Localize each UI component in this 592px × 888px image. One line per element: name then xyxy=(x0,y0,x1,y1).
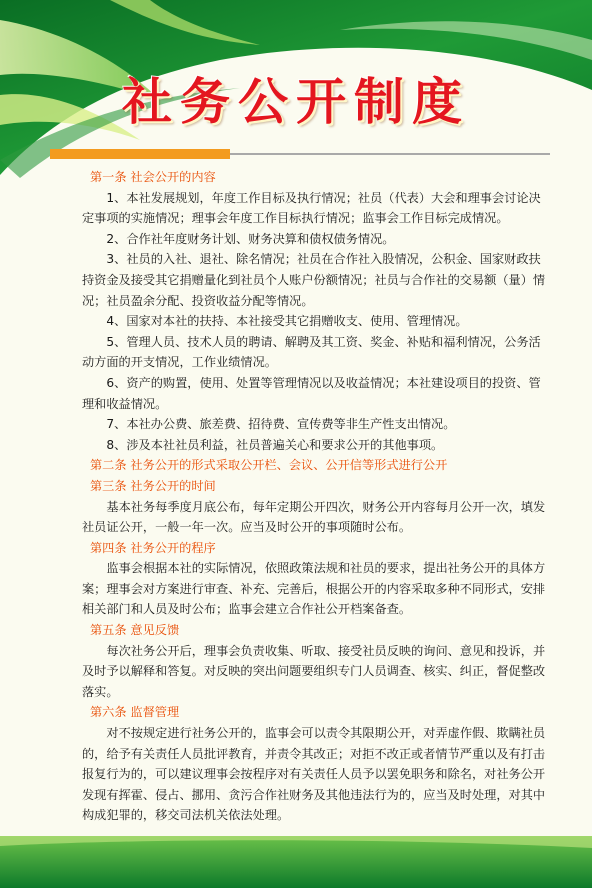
section-1-item-4: 4、国家对本社的扶持、本社接受其它捐赠收支、使用、管理情况。 xyxy=(106,314,468,329)
poster-title: 社务公开制度 xyxy=(122,72,470,131)
section-5-text: 每次社务公开后，理事会负责收集、听取、接受社员反映的询问、意见和投诉，并及时予以解释和答复。对反映的突出问题要组织专门人员调查、核实、纠正，督促整改落实。 xyxy=(82,643,546,699)
title-divider-line xyxy=(230,153,550,155)
section-heading-4: 第四条 社务公开的程序 xyxy=(90,540,216,555)
section-1-item-2: 2、合作社年度财务计划、财务决算和债权债务情况。 xyxy=(106,231,395,246)
section-1-item-8: 8、涉及本社社员利益，社员普遍关心和要求公开的其他事项。 xyxy=(106,437,444,452)
section-4-text: 监事会根据本社的实际情况，依照政策法规和社员的要求，提出社务公开的具体方案；理事会对方案进行审查、补充、完善后，根据公开的内容采取多种不同形式，安排相关部门和人员及时公布；监事会建立合作社公开档案备查。 xyxy=(82,561,546,617)
section-heading-3: 第三条 社务公开的时间 xyxy=(90,478,216,493)
section-3-text: 基本社务每季度月底公布，每年定期公开四次，财务公开内容每月公开一次，填发社员证公开，一般一年一次。应当及时公开的事项随时公布。 xyxy=(82,499,546,535)
section-1-item-5: 5、管理人员、技术人员的聘请、解聘及其工资、奖金、补贴和福利情况，公务活动方面的开支情况，工作业绩情况。 xyxy=(82,334,541,370)
section-6-text: 对不按规定进行社务公开的，监事会可以责令其限期公开，对弄虚作假、欺瞒社员的，给予有关责任人员批评教育，并责令其改正；对拒不改正或者情节严重以及有打击报复行为的，可以建议理事会按程序对有关责任人员予以罢免职务和除名，对社务公开发现有挥霍、侵占、挪用、贪污合作社财务及其他违法行为的，应当及时处理，对其中构成犯罪的，移交司法机关依法处理。 xyxy=(82,726,546,823)
section-heading-5: 第五条 意见反馈 xyxy=(90,623,180,638)
section-heading-2: 第二条 社务公开的形式采取公开栏、会议、公开信等形式进行公开 xyxy=(90,458,448,473)
green-band-footer xyxy=(0,836,592,888)
section-1-item-6: 6、资产的购置，使用、处置等管理情况以及收益情况；本社建设项目的投资、管理和收益情况。 xyxy=(82,375,541,411)
section-heading-1: 第一条 社会公开的内容 xyxy=(90,170,216,184)
regulation-content xyxy=(82,167,548,826)
section-1-item-1: 1、本社发展规划，年度工作目标及执行情况；社员（代表）大会和理事会讨论决定事项的实施情况；理事会年度工作目标执行情况；监事会工作目标完成情况。 xyxy=(82,190,541,226)
section-1-item-7: 7、本社办公费、旅差费、招待费、宣传费等非生产性支出情况。 xyxy=(106,417,456,432)
section-heading-6: 第六条 监督管理 xyxy=(90,705,180,720)
title-accent-bar xyxy=(50,149,230,159)
section-1-item-3: 3、社员的入社、退社、除名情况；社员在合作社入股情况，公积金、国家财政扶持资金及接受其它捐赠量化到社员个人账户份额情况；社员与合作社的交易额（量）情况；社员盈余分配、投资收益分配等情况。 xyxy=(82,252,546,308)
